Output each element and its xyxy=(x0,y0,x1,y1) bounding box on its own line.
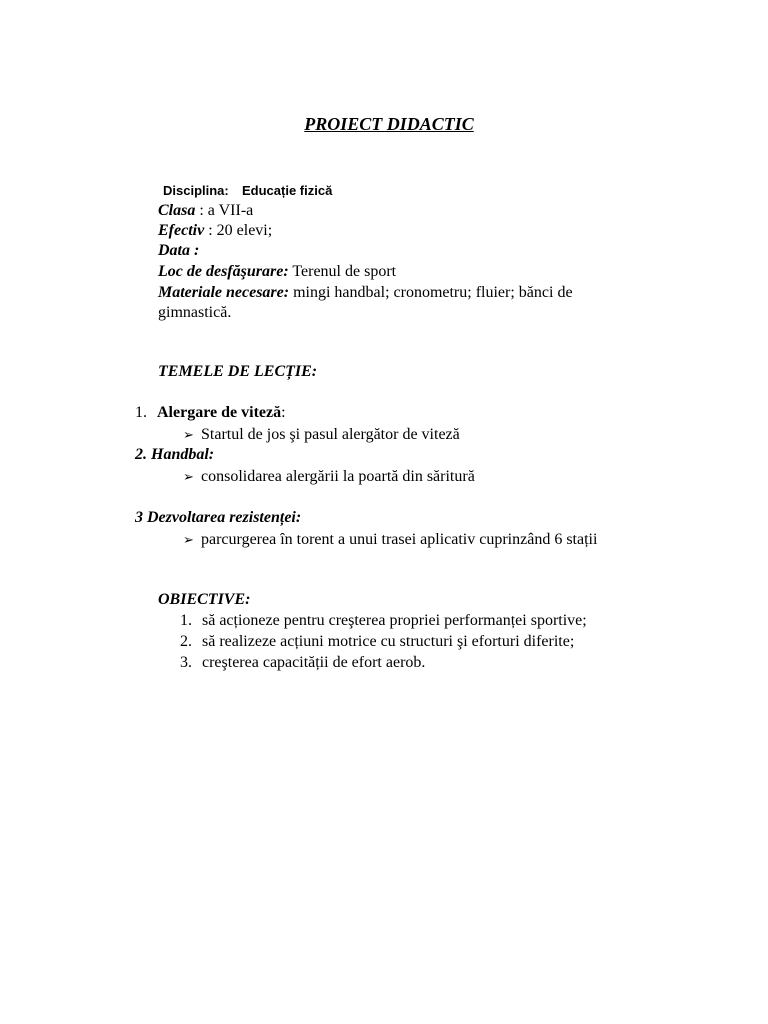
materiale-value: mingi handbal; cronometru; fluier; bănci de xyxy=(289,284,573,301)
data-label: Data : xyxy=(158,242,200,259)
temele-item-1-sub-text: Startul de jos şi pasul alergător de viteză xyxy=(201,426,460,443)
obiective-item xyxy=(180,653,425,673)
temele-item-1-number: 1. xyxy=(135,404,147,421)
clasa-value: : a VII-a xyxy=(195,202,254,219)
temele-item-1-label: Alergare de viteză xyxy=(157,404,282,421)
obiective-heading: OBIECTIVE: xyxy=(158,591,251,608)
temele-item-1-colon: : xyxy=(281,404,286,421)
materiale-label: Materiale necesare: xyxy=(158,284,290,301)
obiective-item-number: 3. xyxy=(180,654,192,671)
loc-label: Loc de desfăşurare: xyxy=(158,263,289,280)
disciplina-label: Disciplina: xyxy=(163,183,229,198)
temele-item-2-sub-text: consolidarea alergării la poartă din săritură xyxy=(201,468,475,485)
obiective-item-text: să realizeze acțiuni motrice cu structuri şi eforturi diferite; xyxy=(202,633,575,650)
data-line xyxy=(158,241,199,261)
temele-item-1-sub xyxy=(183,425,460,445)
obiective-item-text: să acționeze pentru creşterea propriei performanței sportive; xyxy=(202,612,587,629)
obiective-item xyxy=(180,611,587,631)
temele-item-3-sub-text: parcurgerea în torent a unui trasei aplicativ cuprinzând 6 stații xyxy=(201,531,598,548)
temele-item-1 xyxy=(135,403,286,423)
efectiv-value: : 20 elevi; xyxy=(204,222,273,239)
disciplina-value: Educație fizică xyxy=(242,183,333,198)
temele-item-2-label: 2. Handbal: xyxy=(135,446,215,463)
obiective-item-number: 1. xyxy=(180,612,192,629)
temele-heading: TEMELE DE LECȚIE: xyxy=(158,363,318,380)
loc-value: Terenul de sport xyxy=(288,263,397,280)
materiale-line xyxy=(158,283,573,303)
obiective-item xyxy=(180,632,574,652)
loc-line xyxy=(158,262,396,282)
arrow-bullet-icon: ➢ xyxy=(183,469,194,484)
materiale-value-cont: gimnastică. xyxy=(158,304,232,321)
disciplina-line xyxy=(163,181,332,201)
arrow-bullet-icon: ➢ xyxy=(183,532,194,547)
temele-item-2-sub xyxy=(183,467,475,487)
arrow-bullet-icon: ➢ xyxy=(183,427,194,442)
page-title: PROIECT DIDACTIC xyxy=(304,114,474,134)
efectiv-label: Efectiv xyxy=(158,222,205,239)
clasa-line xyxy=(158,201,253,221)
efectiv-line xyxy=(158,221,272,241)
clasa-label: Clasa xyxy=(158,202,196,219)
obiective-item-text: creşterea capacității de efort aerob. xyxy=(202,654,426,671)
obiective-item-number: 2. xyxy=(180,633,192,650)
temele-item-3-sub xyxy=(183,530,597,550)
temele-item-3-label: 3 Dezvoltarea rezistenței: xyxy=(135,509,302,526)
